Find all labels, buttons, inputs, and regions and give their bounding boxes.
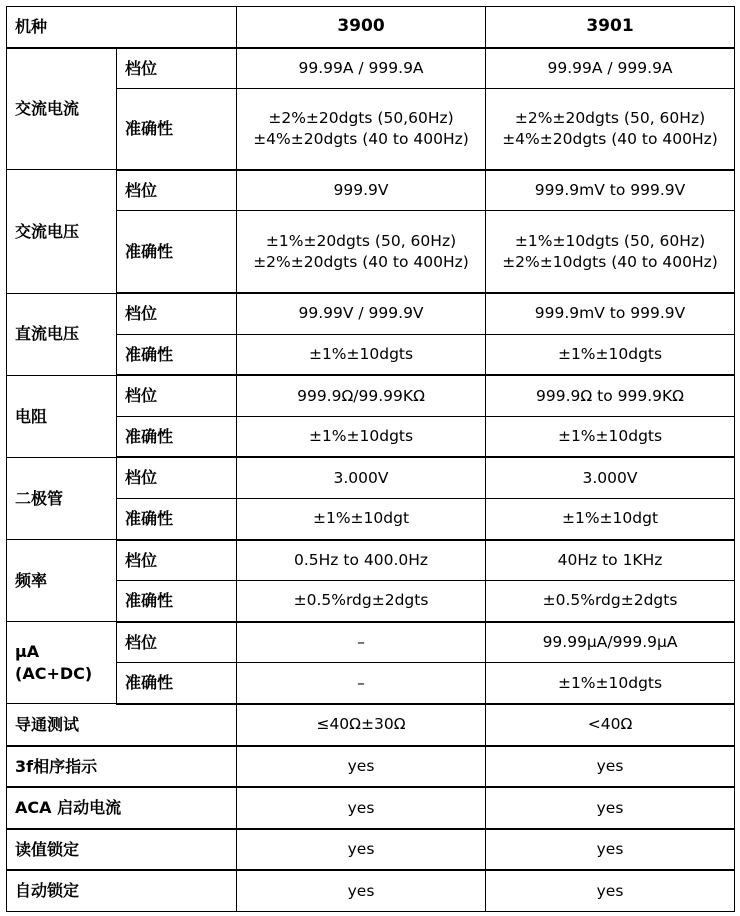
ac-current-range-3900: 99.99A / 999.9A [237,48,486,89]
dc-voltage-range-3901: 999.9mV to 999.9V [486,293,735,334]
table-row [7,704,735,746]
model-3901-header: 3901 [486,7,735,48]
ac-current-accuracy-3900 [237,89,486,170]
resistance-range-3900: 999.9Ω/99.99KΩ [237,375,486,416]
resistance-label: 电阻 [7,375,117,457]
micro-amp-range-3901: 99.99μA/999.9μA [486,622,735,663]
range-label: 档位 [117,170,237,211]
micro-amp-label [7,622,117,704]
dc-voltage-label: 直流电压 [7,293,117,375]
accuracy-line: ±1%±10dgts (50, 60Hz) [514,231,706,250]
range-label: 档位 [117,293,237,334]
phase-sequence-3901: yes [486,746,735,787]
inrush-current-label: ACA 启动电流 [7,787,237,829]
ac-current-label: 交流电流 [7,48,117,170]
accuracy-line: ±2%±20dgts (40 to 400Hz) [253,252,469,271]
micro-amp-label-line1: μA [15,642,40,662]
micro-amp-accuracy-3901: ±1%±10dgts [486,663,735,704]
ac-current-accuracy-row [7,89,735,170]
phase-sequence-label: 3f相序指示 [7,746,237,787]
diode-range-row [7,457,735,498]
frequency-accuracy-row [7,581,735,622]
ac-voltage-range-row [7,170,735,211]
auto-hold-label: 自动锁定 [7,870,237,911]
inrush-current-3900: yes [237,787,486,829]
accuracy-label: 准确性 [117,663,237,704]
dc-voltage-range-row [7,293,735,334]
header-row [7,7,735,48]
micro-amp-label-line2: (AC+DC) [15,663,93,683]
frequency-accuracy-3901: ±0.5%rdg±2dgts [486,581,735,622]
frequency-range-3901: 40Hz to 1KHz [486,540,735,581]
table-row [7,829,735,870]
resistance-range-3901: 999.9Ω to 999.9KΩ [486,375,735,416]
auto-hold-3901: yes [486,870,735,911]
model-label: 机种 [7,7,237,48]
accuracy-label: 准确性 [117,498,237,539]
range-label: 档位 [117,622,237,663]
phase-sequence-3900: yes [237,746,486,787]
resistance-accuracy-3901: ±1%±10dgts [486,416,735,457]
frequency-accuracy-3900: ±0.5%rdg±2dgts [237,581,486,622]
range-label: 档位 [117,375,237,416]
continuity-test-3901: <40Ω [486,704,735,746]
ac-voltage-label: 交流电压 [7,170,117,293]
auto-hold-3900: yes [237,870,486,911]
spec-table [6,6,735,912]
range-label: 档位 [117,457,237,498]
frequency-range-3900: 0.5Hz to 400.0Hz [237,540,486,581]
dc-voltage-range-3900: 99.99V / 999.9V [237,293,486,334]
diode-label: 二极管 [7,457,117,539]
accuracy-label: 准确性 [117,89,237,170]
table-row [7,746,735,787]
range-label: 档位 [117,540,237,581]
model-3900-header: 3900 [237,7,486,48]
resistance-accuracy-row [7,416,735,457]
diode-accuracy-3900: ±1%±10dgt [237,498,486,539]
table-row [7,870,735,911]
frequency-label: 频率 [7,540,117,622]
accuracy-line: ±2%±10dgts (40 to 400Hz) [502,252,718,271]
inrush-current-3901: yes [486,787,735,829]
ac-current-range-3901: 99.99A / 999.9A [486,48,735,89]
continuity-test-label: 导通测试 [7,704,237,746]
ac-voltage-accuracy-3900 [237,211,486,293]
accuracy-label: 准确性 [117,334,237,375]
accuracy-line: ±2%±20dgts (50,60Hz) [268,109,454,128]
ac-voltage-range-3901: 999.9mV to 999.9V [486,170,735,211]
data-hold-3900: yes [237,829,486,870]
ac-voltage-accuracy-3901 [486,211,735,293]
diode-range-3901: 3.000V [486,457,735,498]
micro-amp-accuracy-3900: – [237,663,486,704]
accuracy-label: 准确性 [117,581,237,622]
data-hold-label: 读值锁定 [7,829,237,870]
ac-current-range-row [7,48,735,89]
dc-voltage-accuracy-3901: ±1%±10dgts [486,334,735,375]
resistance-range-row [7,375,735,416]
ac-current-accuracy-3901 [486,89,735,170]
micro-amp-range-row [7,622,735,663]
frequency-range-row [7,540,735,581]
micro-amp-range-3900: – [237,622,486,663]
dc-voltage-accuracy-3900: ±1%±10dgts [237,334,486,375]
resistance-accuracy-3900: ±1%±10dgts [237,416,486,457]
range-label: 档位 [117,48,237,89]
accuracy-line: ±4%±20dgts (40 to 400Hz) [502,129,718,148]
continuity-test-3900: ≤40Ω±30Ω [237,704,486,746]
ac-voltage-range-3900: 999.9V [237,170,486,211]
accuracy-line: ±4%±20dgts (40 to 400Hz) [253,129,469,148]
diode-accuracy-row [7,498,735,539]
accuracy-label: 准确性 [117,211,237,293]
table-row [7,787,735,829]
dc-voltage-accuracy-row [7,334,735,375]
micro-amp-accuracy-row [7,663,735,704]
diode-range-3900: 3.000V [237,457,486,498]
accuracy-line: ±1%±20dgts (50, 60Hz) [265,231,457,250]
ac-voltage-accuracy-row [7,211,735,293]
data-hold-3901: yes [486,829,735,870]
accuracy-label: 准确性 [117,416,237,457]
diode-accuracy-3901: ±1%±10dgt [486,498,735,539]
accuracy-line: ±2%±20dgts (50, 60Hz) [514,109,706,128]
